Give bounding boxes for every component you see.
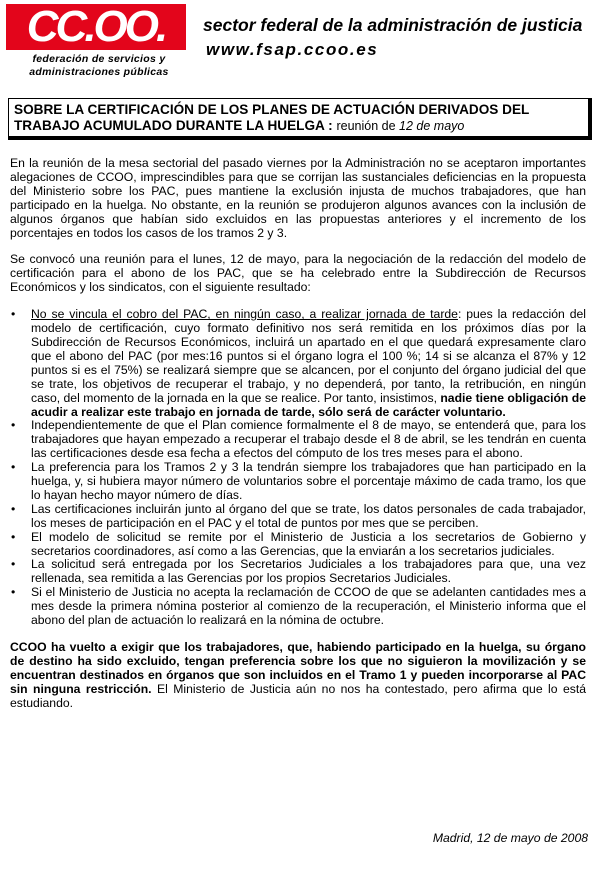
bullet-icon: • (11, 418, 16, 433)
title-main: SOBRE LA CERTIFICACIÓN DE LOS PLANES DE ACTUACIÓN DERIVADOS DEL TRABAJO ACUMULADO DURANTE LA HUELGA : (14, 102, 530, 133)
closing-bold: CCOO ha vuelto a exigir que los trabajadores, que, habiendo participado en la huelga, su órgano de destino ha sido excluido, tengan preferencia sobre los que no siguieron la movilización y se encuentran destinados en órganos que son incluidos en el Tramo 1 y pueden incorporarse al PAC sin ninguna restricción. (10, 640, 586, 696)
website-link[interactable]: www.fsap.ccoo.es (206, 40, 379, 59)
list-item (10, 308, 586, 419)
federation-name: federación de servicios y administraciones públicas (29, 53, 169, 78)
first-item-underlined: No se vincula el cobro del PAC, en ningún caso, a realizar jornada de tarde (31, 307, 458, 322)
bullet-icon: • (11, 529, 16, 544)
title-box (8, 98, 592, 140)
logo-text: CC.OO. (26, 2, 166, 51)
bullet-icon: • (11, 307, 16, 322)
bullet-icon: • (11, 557, 16, 572)
document-title (14, 102, 583, 134)
list-item: • La solicitud será entregada por los Secretarios Judiciales a los trabajadores para que, una vez rellenada, sea remitida a las Gerencias por los propios Secretarios Judiciales. (11, 557, 586, 586)
list-item: • El modelo de solicitud se remite por el Ministerio de Justicia a los secretarios de Gobierno y secretarios coordinadores, así como a las Gerencias, que la enviarán a los secretarios judiciales. (11, 529, 586, 558)
bullet-icon: • (11, 501, 16, 516)
list-item: • Las certificaciones incluirán junto al órgano del que se trate, los datos personales de cada trabajador, los meses de participación en el PAC y el total de puntos por mes que se perciben. (11, 501, 586, 530)
first-item-bold: nadie tiene obligación de acudir a realizar este trabajo en jornada de tarde, sólo será de carácter voluntario. (31, 390, 586, 419)
bullet-icon: • (11, 460, 16, 475)
intro-paragraph: En la reunión de la mesa sectorial del pasado viernes por la Administración no se aceptaron importantes alegaciones de CCOO, imprescindibles para que se corrijan las sustanciales deficiencias en la propuesta del Ministerio sobre los PAC, pues mantiene la exclusión injusta de muchos trabajadores, que han participado en la huelga. No obstante, en la reunión se produjeron algunos avances con la inclusión de algunos órganos que habían sido excluidos en las propuestas anteriores y el incremento de los porcentajes en todos los casos de los tramos 2 y 3. (10, 156, 586, 240)
list-item: • La preferencia para los Tramos 2 y 3 la tendrán siempre los trabajadores que han participado en la huelga, y, si hubiera mayor número de voluntarios sobre el porcentaje máximo de cada tramo, los que lo hayan hecho mayor número de días. (11, 460, 586, 502)
results-list (10, 308, 586, 628)
first-item-text: : pues la redacción del modelo de certificación, cuyo formato definitivo nos será remitida en los próximos días por la Subdirección de Recursos Económicos, incluirá un apartado en el que quedará expresamente claro que el abono del PAC (por mes:16 puntos si el órgano logra el 100 %; 14 si se alcanza el 87% y 12 puntos si es el 75%) se realizará siempre que se alcancen, por el conjunto del órgano judicial del que se trate, los objetivos de recuperar el trabajo, y no dependerá, por tanto, la retribución, en ningún caso, del momento de la jornada en la que se realice. Por tanto, insistimos, (31, 307, 586, 405)
signature: Madrid, 12 de mayo de 2008 (432, 831, 588, 845)
list-item: • Si el Ministerio de Justicia no acepta la reclamación de CCOO de que se adelanten cantidades mes a mes desde la primera nómina posterior al comienzo de la recuperación, el Ministerio informa que el abono del plan de actuación lo realizará en la nómina de octubre. (11, 585, 586, 628)
meeting-paragraph: Se convocó una reunión para el lunes, 12 de mayo, para la negociación de la redacción del modelo de certificación para el abono de los PAC, que se ha celebrado entre la Subdirección de Recursos Económicos y los sindicatos, con el siguiente resultado: (10, 252, 586, 295)
sector-name: sector federal de la administración de justicia (203, 15, 583, 35)
list-item: • Independientemente de que el Plan comience formalmente el 8 de mayo, se entenderá que, para los trabajadores que hayan empezado a recuperar el trabajo desde el 8 de abril, se les tendrán en cuenta las certificaciones desde esa fecha a efectos del cómputo de los tres meses para el abono. (11, 418, 586, 461)
document-body (10, 157, 586, 724)
closing-paragraph (10, 641, 586, 711)
title-meeting: reunión de 12 de mayo (336, 118, 465, 133)
ccoo-logo (6, 4, 186, 50)
bullet-icon: • (11, 585, 16, 600)
closing-text: El Ministerio de Justicia aún no nos ha contestado, pero afirma que lo está estudiando. (10, 681, 586, 710)
